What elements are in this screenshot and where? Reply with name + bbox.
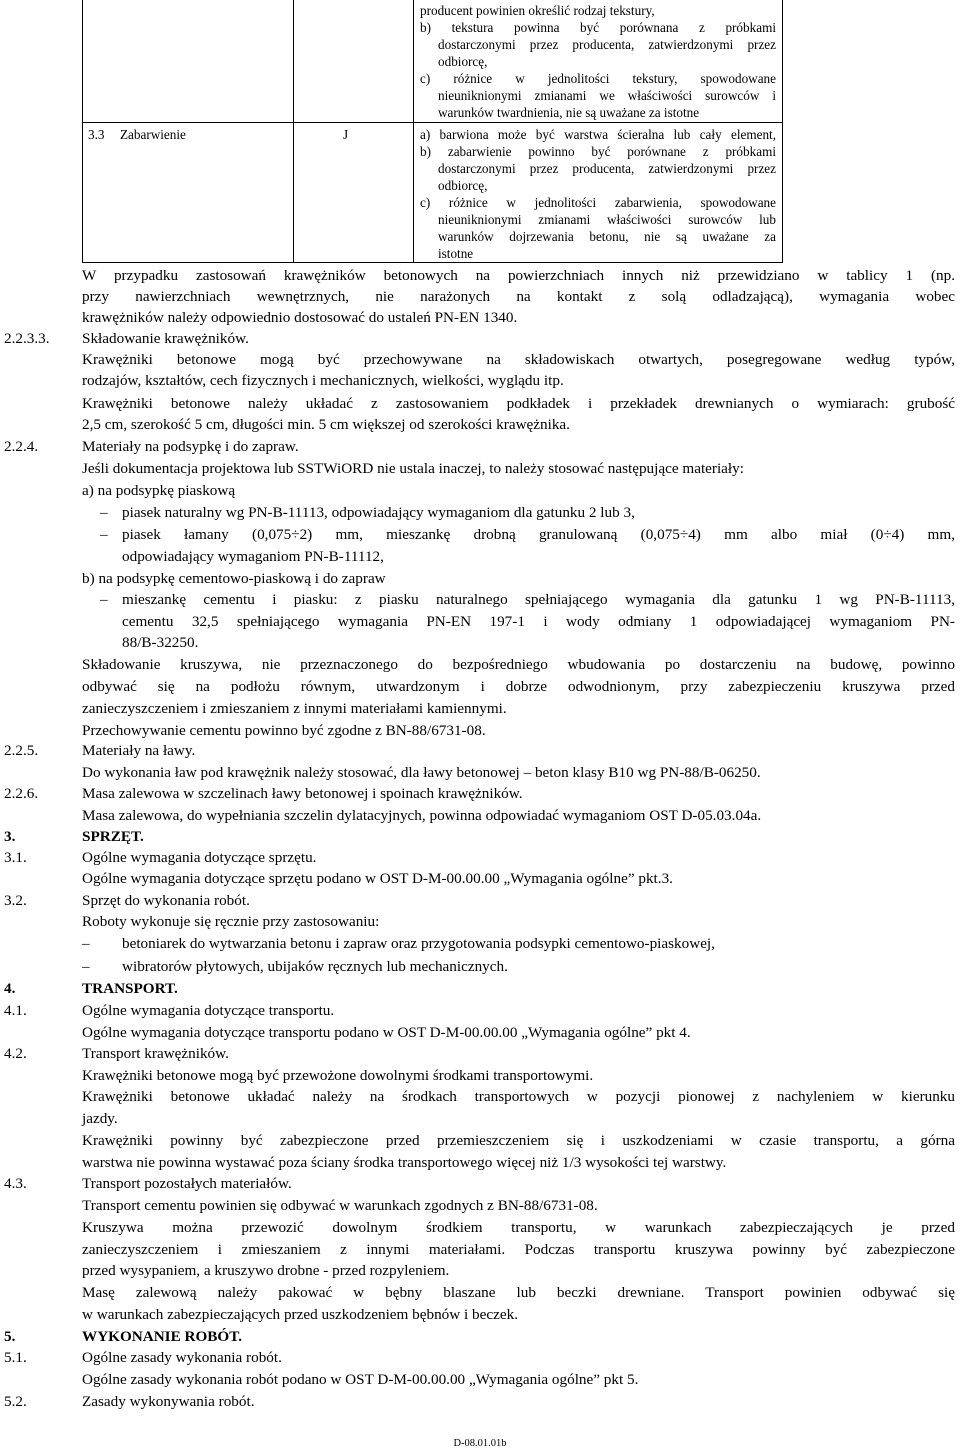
- section-title: Ogólne wymagania dotyczące sprzętu.: [82, 849, 317, 866]
- table-line: b) tekstura powinna być porównana z próbkami: [420, 20, 776, 35]
- dash-bullet: –: [100, 526, 108, 543]
- list-item: odpowiadający wymaganiom PN-B-11112,: [122, 548, 384, 565]
- list-heading: b) na podsypkę cementowo-piaskową i do zapraw: [82, 570, 386, 587]
- section-number: 4.3.: [4, 1175, 27, 1192]
- table-border-mid1: [293, 0, 294, 263]
- section-title: Sprzęt do wykonania robót.: [82, 892, 250, 909]
- section-number: 2.2.5.: [4, 742, 39, 759]
- dash-bullet: –: [82, 935, 90, 952]
- paragraph-line: krawężników należy odpowiednio dostosować do ustaleń PN-EN 1340.: [82, 309, 518, 326]
- table-line: dostarczonymi przez producenta, zatwierdzonymi przez: [438, 37, 776, 52]
- dash-bullet: –: [82, 958, 90, 975]
- section-title: Masa zalewowa w szczelinach ławy betonowej i spoinach krawężników.: [82, 785, 523, 802]
- table-line: odbiorcę,: [438, 178, 488, 193]
- paragraph-line: Krawężniki betonowe mogą być przewożone dowolnymi środkami transportowymi.: [82, 1067, 594, 1084]
- table-line: istotne: [438, 246, 474, 261]
- table-row-name: Zabarwienie: [120, 127, 186, 142]
- paragraph-line: Ogólne wymagania dotyczące sprzętu podano w OST D-M-00.00.00 „Wymagania ogólne” pkt.3.: [82, 870, 673, 887]
- table-line: warunków dojrzewania betonu, nie są uważane za: [438, 229, 776, 244]
- paragraph-line: zanieczyszczeniem i zmieszaniem z innymi materiałami. Podczas transportu kruszywa powinny być zabezpieczone: [82, 1241, 955, 1258]
- list-item: mieszankę cementu i piasku: z piasku naturalnego spełniającego wymagania dla gatunku 1 wg PN-B-11113,: [122, 591, 955, 608]
- paragraph-line: Przechowywanie cementu powinno być zgodne z BN-88/6731-08.: [82, 722, 486, 739]
- section-title: Składowanie krawężników.: [82, 330, 249, 347]
- table-line: odbiorcę,: [438, 54, 488, 69]
- table-border-left: [82, 0, 83, 263]
- section-title: Zasady wykonywania robót.: [82, 1393, 255, 1410]
- section-title: Ogólne wymagania dotyczące transportu.: [82, 1002, 335, 1019]
- chapter-number: 5.: [4, 1328, 16, 1345]
- section-number: 5.1.: [4, 1349, 27, 1366]
- chapter-number: 4.: [4, 980, 16, 997]
- list-item: 88/B-32250.: [122, 634, 199, 651]
- table-line: nieuniknionymi zmianami we właściwości surowców i: [438, 88, 776, 103]
- paragraph-line: Do wykonania ław pod krawężnik należy stosować, dla ławy betonowej – beton klasy B10 wg PN-88/B-06250.: [82, 764, 761, 781]
- table-line: b) zabarwienie powinno być porównane z próbkami: [420, 144, 776, 159]
- paragraph-line: rodzajów, kształtów, cech fizycznych i mechanicznych, wielkości, wyglądu itp.: [82, 372, 564, 389]
- section-number: 2.2.4.: [4, 438, 39, 455]
- paragraph-line: 2,5 cm, szerokość 5 cm, długości min. 5 cm większej od szerokości krawężnika.: [82, 416, 570, 433]
- paragraph-line: Ogólne wymagania dotyczące transportu podano w OST D-M-00.00.00 „Wymagania ogólne” pkt 4.: [82, 1024, 691, 1041]
- dash-bullet: –: [100, 504, 108, 521]
- chapter-title: WYKONANIE ROBÓT.: [82, 1328, 243, 1345]
- paragraph-line: Krawężniki powinny być zabezpieczone przed przemieszczeniem się i uszkodzeniami w czasie transportu, a górna: [82, 1132, 955, 1149]
- table-bottom-border: [82, 262, 783, 263]
- paragraph-line: przed wysypaniem, a kruszywo drobne - przed rozpyleniem.: [82, 1262, 450, 1279]
- list-item: piasek łamany (0,075÷2) mm, mieszankę drobną granulowaną (0,075÷4) mm albo miał (0÷4) mm,: [122, 526, 955, 543]
- page-footer: D-08.01.01b: [453, 1438, 507, 1449]
- list-item: betoniarek do wytwarzania betonu i zapraw oraz przygotowania podsypki cementowo-piaskowej,: [122, 935, 715, 952]
- paragraph-line: w warunkach zabezpieczających przed uszkodzeniem bębnów i beczek.: [82, 1306, 518, 1323]
- section-number: 3.2.: [4, 892, 27, 909]
- section-title: Materiały na podsypkę i do zapraw.: [82, 438, 299, 455]
- section-number: 4.1.: [4, 1002, 27, 1019]
- paragraph-line: Masę zalewową należy pakować w bębny blaszane lub beczki drewniane. Transport powinien odbywać się: [82, 1284, 955, 1301]
- paragraph-line: Masa zalewowa, do wypełniania szczelin dylatacyjnych, powinna odpowiadać wymaganiom OST D-05.03.04a.: [82, 807, 762, 824]
- paragraph-line: zanieczyszczeniem i zmieszaniem z innymi materiałami kamiennymi.: [82, 700, 507, 717]
- list-item: wibratorów płytowych, ubijaków ręcznych lub mechanicznych.: [122, 958, 508, 975]
- list-item: piasek naturalny wg PN-B-11113, odpowiadający wymaganiom dla gatunku 2 lub 3,: [122, 504, 635, 521]
- section-number: 2.2.6.: [4, 785, 39, 802]
- table-border-mid2: [413, 0, 414, 263]
- table-line: dostarczonymi przez producenta, zatwierdzonymi przez: [438, 161, 776, 176]
- table-row-divider: [82, 122, 783, 123]
- paragraph-line: jazdy.: [82, 1110, 118, 1127]
- paragraph-line: W przypadku zastosowań krawężników betonowych na powierzchniach innych niż przewidziano w tablicy 1 (np.: [82, 267, 955, 284]
- dash-bullet: –: [100, 591, 108, 608]
- paragraph-line: Krawężniki betonowe mogą być przechowywane na składowiskach otwartych, posegregowane według typów,: [82, 351, 955, 368]
- table-line: c) różnice w jednolitości tekstury, spowodowane: [420, 71, 776, 86]
- paragraph-line: Kruszywa można przewozić dowolnym środkiem transportu, w warunkach zabezpieczających je przed: [82, 1219, 955, 1236]
- paragraph-line: Krawężniki betonowe układać należy na środkach transportowych w pozycji pionowej z nachyleniem w kierunku: [82, 1088, 955, 1105]
- table-line: nieuniknionymi zmianami właściwości surowców lub: [438, 212, 776, 227]
- chapter-number: 3.: [4, 828, 16, 845]
- paragraph-line: Transport cementu powinien się odbywać w warunkach zgodnych z BN-88/6731-08.: [82, 1197, 598, 1214]
- paragraph-line: Ogólne zasady wykonania robót podano w OST D-M-00.00.00 „Wymagania ogólne” pkt 5.: [82, 1371, 639, 1388]
- section-number: 4.2.: [4, 1045, 27, 1062]
- list-item: cementu 32,5 spełniającego wymagania PN-EN 197-1 i wody odmiany 1 odpowiadającej wymaganiom PN-: [122, 613, 955, 630]
- section-number: 2.2.3.3.: [4, 330, 50, 347]
- paragraph-line: przy nawierzchniach wewnętrznych, nie narażonych na kontakt z solą odladzającą), wymagania wobec: [82, 288, 955, 305]
- table-line: c) różnice w jednolitości zabarwienia, spowodowane: [420, 195, 776, 210]
- section-title: Transport krawężników.: [82, 1045, 229, 1062]
- table-line: a) barwiona może być warstwa ścieralna lub cały element,: [420, 127, 776, 142]
- table-border-right: [782, 0, 783, 263]
- paragraph-line: Jeśli dokumentacja projektowa lub SSTWiORD nie ustala inaczej, to należy stosować następujące materiały:: [82, 460, 744, 477]
- chapter-title: SPRZĘT.: [82, 828, 144, 845]
- paragraph-line: Składowanie kruszywa, nie przeznaczonego do bezpośredniego wbudowania po dostarczeniu na budowę, powinno: [82, 656, 955, 673]
- section-title: Materiały na ławy.: [82, 742, 196, 759]
- paragraph-line: Krawężniki betonowe należy układać z zastosowaniem podkładek i przekładek drewnianych o wymiarach: grubość: [82, 395, 955, 412]
- section-title: Ogólne zasady wykonania robót.: [82, 1349, 282, 1366]
- section-number: 5.2.: [4, 1393, 27, 1410]
- section-title: Transport pozostałych materiałów.: [82, 1175, 292, 1192]
- paragraph-line: Roboty wykonuje się ręcznie przy zastosowaniu:: [82, 913, 380, 930]
- table-row-mark: J: [343, 127, 349, 142]
- section-number: 3.1.: [4, 849, 27, 866]
- table-line: warunków twardnienia, nie są uważane za istotne: [438, 105, 700, 120]
- paragraph-line: warstwa nie powinna wystawać poza ściany środka transportowego więcej niż 1/3 wysokości tej warstwy.: [82, 1154, 727, 1171]
- list-heading: a) na podsypkę piaskową: [82, 482, 236, 499]
- table-row-number: 3.3: [88, 127, 105, 142]
- chapter-title: TRANSPORT.: [82, 980, 178, 997]
- table-line: producent powinien określić rodzaj tekstury,: [420, 3, 655, 18]
- paragraph-line: odbywać się na podłożu równym, utwardzonym i dobrze odwodnionym, przy zabezpieczeniu kruszywa przed: [82, 678, 955, 695]
